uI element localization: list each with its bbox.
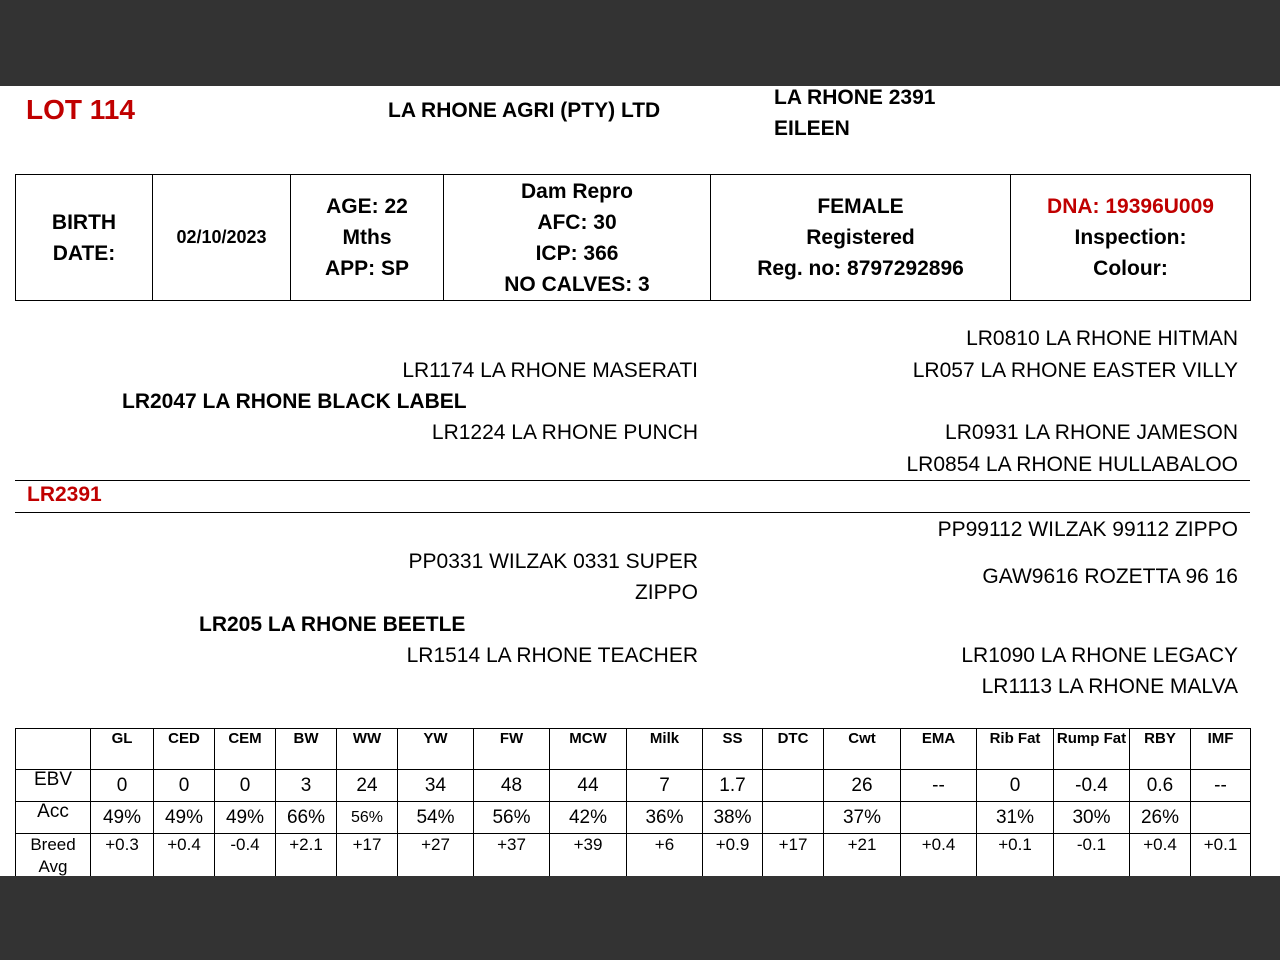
acc-cell: 56% [337,802,398,834]
inspection-label: Inspection: [1074,226,1187,249]
ebv-cell: 48 [474,770,550,802]
ebv-cell: 1.7 [703,770,763,802]
acc-cell: 49% [215,802,276,834]
acc-cell: 42% [550,802,627,834]
acc-cell: 30% [1054,802,1130,834]
ebv-header-cell: GL [91,729,154,770]
lot-sheet [0,86,1280,876]
acc-cell: 56% [474,802,550,834]
acc-cell: 26% [1130,802,1191,834]
acc-cell: 54% [398,802,474,834]
afc-value: AFC: 30 [537,210,617,234]
breed-avg-cell: +0.3 [91,834,154,879]
colour-label: Colour: [1093,257,1168,280]
breed-avg-row-label: Breed Avg [16,834,91,879]
pedigree-dss: PP99112 WILZAK 99112 ZIPPO [937,518,1238,541]
ebv-header-row [16,729,1251,770]
ebv-table [15,728,1251,879]
ebv-cell: 0 [215,770,276,802]
breed-avg-cell: +17 [337,834,398,879]
acc-cell: 49% [91,802,154,834]
animal-id: LR2391 [27,483,102,506]
pedigree-sire: LR2047 LA RHONE BLACK LABEL [122,390,467,413]
acc-row [16,802,1251,834]
sex-value: FEMALE [817,195,904,218]
reg-number: Reg. no: 8797292896 [757,257,964,280]
ebv-header-cell: EMA [901,729,977,770]
animal-name-line2: EILEEN [774,117,850,140]
ebv-header-cell: CED [154,729,215,770]
calves-value: NO CALVES: 3 [504,272,650,296]
ebv-header-cell: SS [703,729,763,770]
acc-cell: 49% [154,802,215,834]
ebv-header-cell: RBY [1130,729,1191,770]
breed-avg-cell: +27 [398,834,474,879]
animal-name [774,82,935,144]
ebv-cell [763,770,824,802]
dna-number: DNA: 19396U009 [1047,195,1214,218]
pedigree-sds: LR0931 LA RHONE JAMESON [945,421,1238,444]
pedigree-sire-dam: LR1224 LA RHONE PUNCH [431,421,698,444]
acc-cell: 37% [824,802,901,834]
ebv-cell: 0 [154,770,215,802]
breed-avg-cell: +2.1 [276,834,337,879]
ebv-cell: -- [1191,770,1251,802]
ebv-cell: 26 [824,770,901,802]
icp-value: ICP: 366 [535,241,619,265]
acc-cell: 66% [276,802,337,834]
ebv-header-cell: IMF [1191,729,1251,770]
info-table [15,174,1251,301]
ebv-cell: -- [901,770,977,802]
age-cell: AGE: 22 Mths APP: SP [291,175,444,301]
ebv-header-cell: BW [276,729,337,770]
breed-avg-cell: +39 [550,834,627,879]
ebv-cell: 24 [337,770,398,802]
pedigree-dds: LR1090 LA RHONE LEGACY [961,644,1238,667]
ebv-cell: 7 [627,770,703,802]
ebv-header-cell: Rump Fat [1054,729,1130,770]
ebv-cell: -0.4 [1054,770,1130,802]
birth-date-value: 02/10/2023 [153,175,291,301]
ebv-header-cell: Rib Fat [977,729,1054,770]
pedigree-sss: LR0810 LA RHONE HITMAN [966,327,1238,350]
breed-avg-cell: +0.1 [977,834,1054,879]
ebv-header-cell: DTC [763,729,824,770]
breed-avg-cell: +0.4 [1130,834,1191,879]
bottom-dark-band [0,876,1280,960]
ebv-header-cell: Cwt [824,729,901,770]
breed-avg-cell: +0.4 [901,834,977,879]
ebv-cell: 0.6 [1130,770,1191,802]
breed-avg-cell: -0.1 [1054,834,1130,879]
ebv-row-label: EBV [16,770,91,802]
ebv-header-cell: FW [474,729,550,770]
pedigree-dsd: GAW9616 ROZETTA 96 16 [982,565,1238,588]
breeder-name: LA RHONE AGRI (PTY) LTD [388,99,661,122]
breed-avg-row [16,834,1251,879]
breed-avg-cell: -0.4 [215,834,276,879]
acc-cell: 36% [627,802,703,834]
breed-avg-cell: +21 [824,834,901,879]
breed-avg-cell: +0.4 [154,834,215,879]
pedigree-sdd: LR0854 LA RHONE HULLABALOO [906,453,1238,476]
breed-avg-cell: +0.9 [703,834,763,879]
app-value: APP: SP [324,257,410,280]
pedigree-dam-dam: LR1514 LA RHONE TEACHER [406,644,698,667]
ebv-cell: 3 [276,770,337,802]
dam-repro-cell: Dam Repro AFC: 30 ICP: 366 NO CALVES: 3 [444,175,711,301]
pedigree-ddd: LR1113 LA RHONE MALVA [981,675,1238,698]
ebv-header-cell: WW [337,729,398,770]
acc-cell: 38% [703,802,763,834]
ebv-header-cell: Milk [627,729,703,770]
ebv-header-cell [16,729,91,770]
ebv-cell: 34 [398,770,474,802]
pedigree-sire-sire: LR1174 LA RHONE MASERATI [402,359,698,382]
ebv-header-cell: CEM [215,729,276,770]
pedigree-ssd: LR057 LA RHONE EASTER VILLY [912,359,1238,382]
birth-date-label: BIRTH DATE: [16,175,153,301]
acc-row-label: Acc [16,802,91,834]
ebv-row [16,770,1251,802]
acc-cell: 31% [977,802,1054,834]
pedigree-dam: LR205 LA RHONE BEETLE [199,613,466,636]
divider-top [15,480,1250,481]
top-dark-band [0,0,1280,86]
status-value: Registered [806,226,915,249]
ebv-header-cell: YW [398,729,474,770]
breed-avg-cell: +17 [763,834,824,879]
acc-cell [763,802,824,834]
ebv-cell: 44 [550,770,627,802]
lot-number: LOT 114 [26,94,135,125]
breed-avg-cell: +6 [627,834,703,879]
breed-avg-cell: +0.1 [1191,834,1251,879]
acc-cell [1191,802,1251,834]
ebv-cell: 0 [91,770,154,802]
breed-avg-cell: +37 [474,834,550,879]
pedigree-dam-sire: PP0331 WILZAK 0331 SUPER ZIPPO [408,550,698,604]
dna-cell [1011,175,1251,301]
divider-bottom [15,512,1250,513]
animal-name-line1: LA RHONE 2391 [774,86,936,109]
ebv-cell: 0 [977,770,1054,802]
acc-cell [901,802,977,834]
age-value: AGE: 22 [326,195,408,218]
registration-cell [711,175,1011,301]
ebv-header-cell: MCW [550,729,627,770]
